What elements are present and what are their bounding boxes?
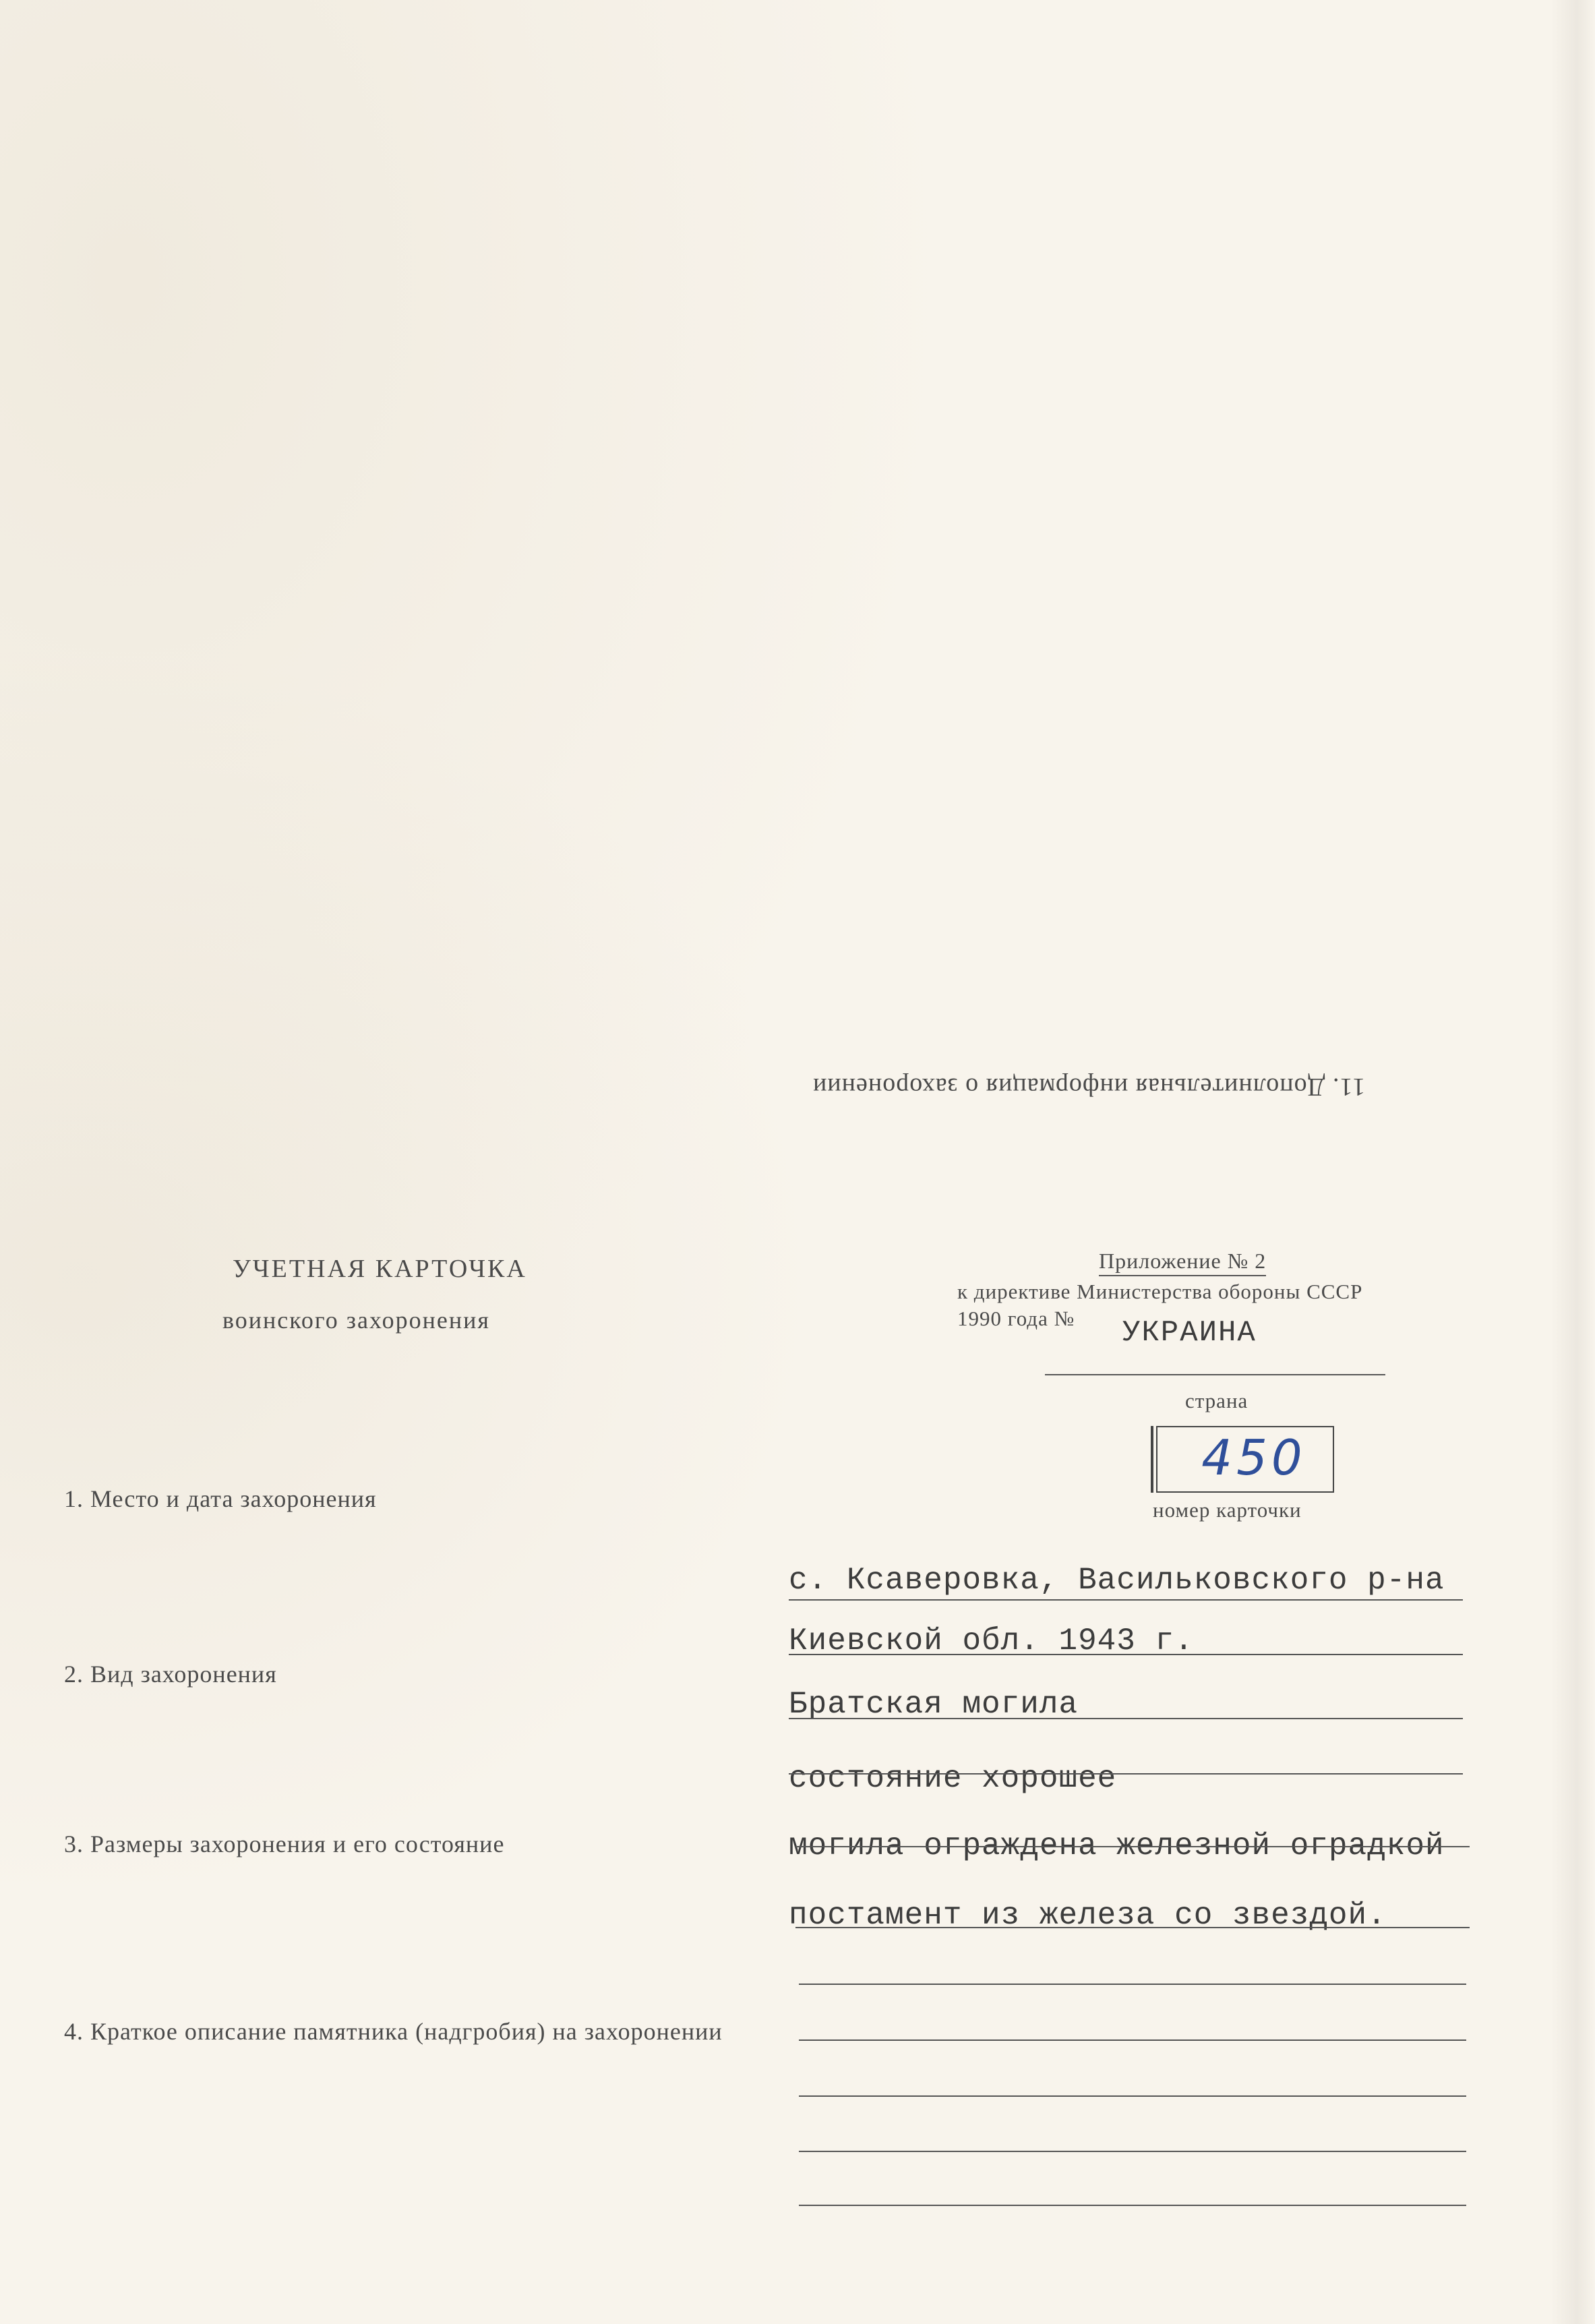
year-line: 1990 года № (957, 1307, 1075, 1330)
directive-line: к директиве Министерства обороны СССР (957, 1280, 1363, 1303)
typed-line: постамент из железа со звездой. (789, 1898, 1387, 1933)
field-label-monument-description: 4. Краткое описание памятника (надгробия) на захоронении (64, 2018, 723, 2045)
form-rule (789, 1654, 1463, 1655)
page-fold-shadow (1551, 0, 1595, 2324)
form-rule (795, 1846, 1470, 1847)
form-rule (789, 1599, 1463, 1601)
form-rule (799, 1984, 1466, 1985)
field-label-type: 2. Вид захоронения (64, 1661, 277, 1688)
form-rule (799, 2151, 1466, 2152)
appendix-label: Приложение № 2 (1099, 1249, 1266, 1276)
form-rule (799, 2205, 1466, 2206)
typed-line: могила ограждена железной оградкой (789, 1828, 1445, 1864)
upside-down-heading: 11. Дополнительная информация о захоронении (812, 1073, 1366, 1101)
card-number-caption: номер карточки (1153, 1498, 1302, 1522)
form-rule (795, 1927, 1470, 1928)
typed-line: состояние хорошее (789, 1761, 1117, 1796)
form-rule (799, 2039, 1466, 2041)
field-label-place-date: 1. Место и дата захоронения (64, 1485, 377, 1512)
field-label-size-condition: 3. Размеры захоронения и его состояние (64, 1830, 505, 1857)
country-underline (1045, 1374, 1385, 1375)
country-caption: страна (1185, 1389, 1248, 1412)
typed-line: с. Ксаверовка, Васильковского р-на (789, 1563, 1445, 1598)
card-number-handwritten: 450 (1201, 1429, 1306, 1486)
typed-line: Братская могила (789, 1687, 1079, 1722)
form-rule (789, 1773, 1463, 1775)
card-subtitle: воинского захоронения (222, 1307, 490, 1334)
form-rule (789, 1718, 1463, 1719)
form-rule (799, 2095, 1466, 2097)
country-value: УКРАИНА (1122, 1316, 1257, 1350)
card-title: УЧЕТНАЯ КАРТОЧКА (233, 1255, 527, 1283)
typed-line: Киевской обл. 1943 г. (789, 1623, 1194, 1659)
